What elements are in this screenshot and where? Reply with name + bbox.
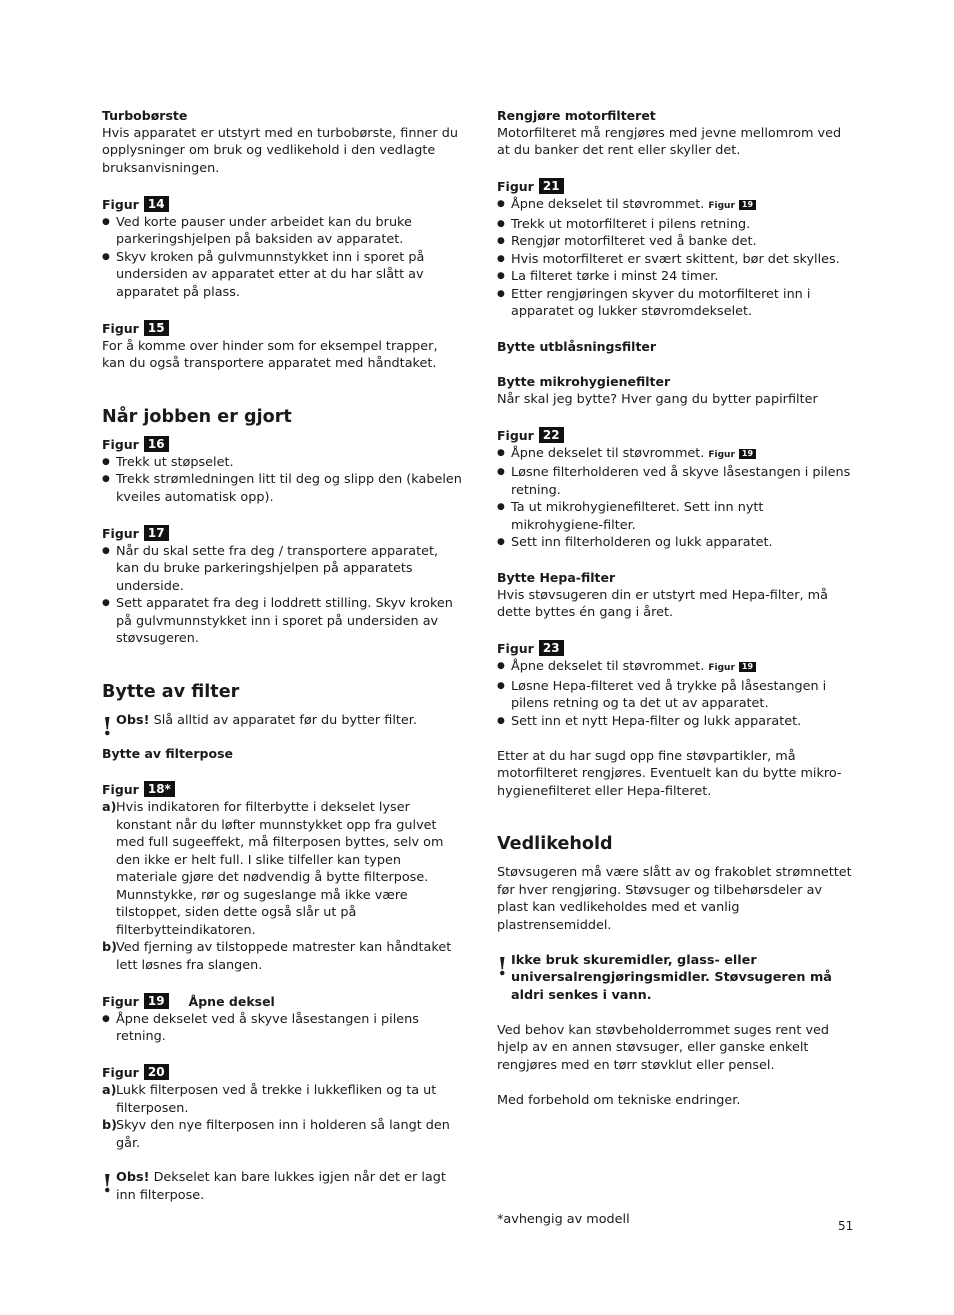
motor-text: Motorfilteret må rengjøres med jevne mellomrom ved at du banker det rent eller skyller det. xyxy=(497,125,842,158)
figure-label: Figur xyxy=(102,1065,139,1080)
hepa-text: Hvis støvsugeren din er utstyrt med Hepa-filter, må dette byttes én gang i året. xyxy=(497,587,828,620)
list-item: ● Trekk strømledningen litt til deg og slipp den (kabelen kveiles automatisk opp). xyxy=(102,471,462,506)
fig17-list xyxy=(102,543,462,648)
step-b xyxy=(102,1117,462,1152)
figure-number-badge: 20 xyxy=(144,1064,169,1080)
step-text: Hvis indikatoren for filterbytte i dekselet lyser konstant når du løfter munnstykket opp fra gulvet med full sugeeffekt, må filterposen byttes, selv om den ikke er helt full. I slike tilfeller kan typen materiale gjøre det nødvendig å bytte filterpose. Munnstykke, rør og sugeslange må ikke være tilstoppet, siden dette også slår ut på filterbytteindikatoren. xyxy=(116,800,444,938)
list-item: ● Rengjør motorfilteret ved å banke det. xyxy=(497,233,852,251)
figure-ref-22 xyxy=(497,426,852,445)
step-text: Ved fjerning av tilstoppede matrester kan håndtaket lett løsnes fra slangen. xyxy=(116,940,452,973)
fig15-text: For å komme over hinder som for eksempel trapper, kan du også transportere apparatet med håndtaket. xyxy=(102,338,438,371)
figure-number-badge: 22 xyxy=(539,427,564,443)
warning-text: Dekselet kan bare lukkes igjen når det er lagt inn filterpose. xyxy=(116,1170,446,1203)
footnote: *avhengig av modell xyxy=(497,1212,630,1227)
list-item: ● Åpne dekselet ved å skyve låsestangen i pilens retning. xyxy=(102,1011,462,1046)
right-column xyxy=(497,107,852,1109)
figure-number-badge: 17 xyxy=(144,525,169,541)
section-heading-done: Når jobben er gjort xyxy=(102,406,292,427)
figure-ref-21 xyxy=(497,177,852,196)
warning-obs: Obs! xyxy=(116,1170,150,1185)
figure-ref-20 xyxy=(102,1063,462,1082)
utblas-title: Bytte utblåsningsfilter xyxy=(497,339,657,354)
exclamation-icon: ! xyxy=(102,711,113,741)
figure-ref-18 xyxy=(102,780,462,799)
inline-figure-label: Figur xyxy=(708,201,735,211)
maintenance-text: Støvsugeren må være slått av og frakoblet strømnettet før hver rengjøring. Støvsuger og tilbehørsdeler av plast kan vedlikeholdes med et vanlig plastrensemiddel. xyxy=(497,865,852,933)
section-heading-maintenance: Vedlikehold xyxy=(497,834,613,854)
list-item: ● Åpne dekselet til støvrommet. Figur 19 xyxy=(497,658,852,678)
mikro-text: Når skal jeg bytte? Hver gang du bytter papirfilter xyxy=(497,391,818,407)
figure-number-badge: 19 xyxy=(144,993,169,1009)
mikro-title: Bytte mikrohygienefilter xyxy=(497,374,671,389)
exclamation-icon: ! xyxy=(497,951,508,981)
figure-label: Figur xyxy=(102,320,139,336)
left-column xyxy=(102,107,462,1204)
list-item: ● Trekk ut motorfilteret i pilens retning. xyxy=(497,216,852,234)
page-number: 51 xyxy=(838,1219,854,1233)
fig16-list xyxy=(102,454,462,507)
inline-figure-badge: 19 xyxy=(739,200,756,210)
list-item: ● Trekk ut støpselet. xyxy=(102,454,462,472)
list-item: ● Sett inn et nytt Hepa-filter og lukk apparatet. xyxy=(497,713,852,731)
list-item: ● Åpne dekselet til støvrommet. Figur 19 xyxy=(497,445,852,465)
list-item: ● La filteret tørke i minst 24 timer. xyxy=(497,268,852,286)
maintenance-text-2: Ved behov kan støvbeholderrommet suges rent ved hjelp av en annen støvsuger, eller ganske enkelt rengjøres med en tørr støvklut eller pensel. xyxy=(497,1022,830,1073)
list-item: ● Skyv kroken på gulvmunnstykket inn i sporet på undersiden av apparatet etter at du har slått av apparatet på plass. xyxy=(102,249,462,302)
inline-figure-label: Figur xyxy=(708,663,735,673)
warning-note xyxy=(102,1169,462,1204)
list-item: ● Løsne Hepa-filteret ved å trykke på låsestangen i pilens retning og ta det ut av apparatet. xyxy=(497,678,852,713)
step-letter: b) xyxy=(102,1118,118,1133)
inline-figure-badge: 19 xyxy=(739,449,756,459)
filterpose-title: Bytte av filterpose xyxy=(102,746,234,761)
warning-obs: Obs! xyxy=(116,712,150,728)
turbo-title: Turbobørste xyxy=(102,108,188,123)
fig19-list xyxy=(102,1011,462,1046)
list-item: ● Når du skal sette fra deg / transportere apparatet, kan du bruke parkeringshjelpen på apparatets underside. xyxy=(102,543,462,596)
figure-label: Figur xyxy=(497,641,534,656)
list-item: ● Sett apparatet fra deg i loddrett stilling. Skyv kroken på gulvmunnstykket inn i sporet på undersiden av støvsugeren. xyxy=(102,595,462,648)
figure-number-badge: 14 xyxy=(144,196,169,212)
step-b xyxy=(102,939,462,974)
inline-figure-label: Figur xyxy=(708,449,735,460)
figure-label: Figur xyxy=(102,525,139,541)
figure-ref-17 xyxy=(102,524,462,543)
figure-ref-23 xyxy=(497,639,852,658)
figure-number-badge: 15 xyxy=(144,320,169,336)
list-item: ● Ta ut mikrohygienefilteret. Sett inn nytt mikrohygiene-filter. xyxy=(497,499,852,534)
motor-title: Rengjøre motorfilteret xyxy=(497,108,656,123)
step-a xyxy=(102,799,462,939)
warning-text: Ikke bruk skuremidler, glass- eller universalrengjøringsmidler. Støvsugeren må aldri senkes i vann. xyxy=(511,952,832,1003)
after-text: Etter at du har sugd opp fine støvpartikler, må motorfilteret rengjøres. Eventuelt kan du bytte mikro-hygienefilteret eller Hepa-filteret. xyxy=(497,748,842,799)
list-item: ● Sett inn filterholderen og lukk apparatet. xyxy=(497,534,852,552)
fig22-list xyxy=(497,445,852,552)
figure-ref-19 xyxy=(102,992,462,1011)
figure-title: Åpne deksel xyxy=(188,993,275,1009)
warning-note xyxy=(102,711,462,741)
warning-text: Slå alltid av apparatet før du bytter filter. xyxy=(149,712,417,728)
figure-number-badge: 18* xyxy=(144,781,175,797)
figure-label: Figur xyxy=(102,196,139,212)
step-text: Lukk filterposen ved å trekke i lukkefliken og ta ut filterposen. xyxy=(116,1083,437,1116)
hepa-title: Bytte Hepa-filter xyxy=(497,570,616,585)
inline-figure-badge: 19 xyxy=(739,662,756,672)
step-a xyxy=(102,1082,462,1117)
figure-label: Figur xyxy=(497,427,534,443)
step-letter: a) xyxy=(102,800,117,815)
figure-ref-15 xyxy=(102,319,462,338)
figure-number-badge: 21 xyxy=(539,178,564,194)
figure-number-badge: 16 xyxy=(144,436,169,452)
figure-label: Figur xyxy=(102,782,139,797)
section-heading-filter: Bytte av filter xyxy=(102,681,240,702)
turbo-text: Hvis apparatet er utstyrt med en turbobørste, finner du opplysninger om bruk og vedlikehold i den vedlagte bruksanvisningen. xyxy=(102,125,458,176)
figure-ref-14 xyxy=(102,195,462,214)
list-item: ● Åpne dekselet til støvrommet. Figur 19 xyxy=(497,196,852,216)
list-item: ● Hvis motorfilteret er svært skittent, bør det skylles. xyxy=(497,251,852,269)
figure-label: Figur xyxy=(497,179,534,194)
figure-number-badge: 23 xyxy=(539,640,564,656)
fig14-list xyxy=(102,214,462,302)
step-letter: b) xyxy=(102,940,118,955)
list-item: ● Løsne filterholderen ved å skyve låsestangen i pilens retning. xyxy=(497,464,852,499)
fig23-list xyxy=(497,658,852,730)
step-letter: a) xyxy=(102,1083,117,1098)
step-text: Skyv den nye filterposen inn i holderen så langt den går. xyxy=(116,1118,450,1151)
figure-label: Figur xyxy=(102,993,139,1009)
warning-note xyxy=(497,952,852,1005)
list-item: ● Ved korte pauser under arbeidet kan du bruke parkeringshjelpen på baksiden av apparatet. xyxy=(102,214,462,249)
list-item: ● Etter rengjøringen skyver du motorfilteret inn i apparatet og lukker støvromdekselet. xyxy=(497,286,852,321)
exclamation-icon: ! xyxy=(102,1169,113,1198)
reservation-text: Med forbehold om tekniske endringer. xyxy=(497,1092,741,1108)
fig21-list xyxy=(497,196,852,321)
figure-label: Figur xyxy=(102,436,139,452)
figure-ref-16 xyxy=(102,435,462,454)
